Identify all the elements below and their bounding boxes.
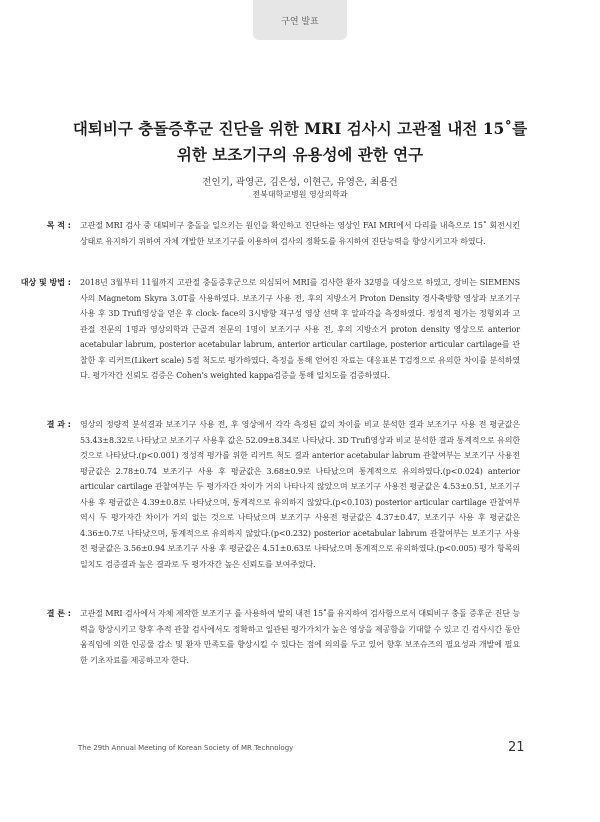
section-results — [46, 417, 520, 572]
section-results-text: 영상의 정량적 분석결과 보조기구 사용 전, 후 영상에서 각각 측정된 값의 차이를 비교 분석한 결과 보조기구 사용 전 평균값은 53.43±8.32로 나타났고 보조기구 사용후 값은 52.09±8.34로 나타났다. 3D Trufi영상과 비교 분석한 결과 통계적으로 유의한 것으로 나타났다.(p<0.001) 정성적 평가를 위한 리커트 척도 결과 anterior acetabular labrum 관찰여부는 보조기구 사용전 평균값은 2.78±0.74 보조기구 사용 후 평균값은 3.68±0.9로 나타났으며 통계적으로 유의하였다.(p<0.024) anterior articular cartilage 관찰여부는 두 평가자간 차이가 거의 나타나지 않았으며 보조기구 사용전 평균값은 4.53±0.51, 보조기구 사용 후 평균값은 4.39±0.8로 나타났으며, 통계적으로 유의하지 않았다.(p<0.103) posterior articular cartilage 관찰여부 역시 두 평가자간 차이가 거의 없는 것으로 나타났으며 보조기구 사용전 평균값은 4.37±0.47, 보조기구 사용 후 평균값은 4.36±0.7로 나타났으며, 통계적으로 유의하지 않았다.(p<0.232) posterior acetabular labrum 관찰여부는 보조기구 사용전 평균값은 3.56±0.94 보조기구 사용 후 평균값은 4.51±0.63로 나타났으며 통계적으로 유의하였다.(p<0.005) 평가 항목의 일치도 검증결과 높은 결과로 두 평가자간 높은 신뢰도를 보여주었다. — [80, 420, 520, 569]
section-methods — [20, 275, 520, 384]
header-tab-label: 구연 발표 — [281, 16, 319, 27]
section-methods-text: 2018년 3월부터 11월까지 고관절 충돌증후군으로 의심되어 MRI를 검사한 환자 32명을 대상으로 하였고, 장비는 SIEMENS사의 Magnetom Skyra 3.0T를 사용하였다. 보조기구 사용 전, 후의 지방소거 Proton Density 경사축방향 영상과 보조기구 사용 후 3D Trufi영상을 얻은 후 clock- face의 3시방향 재구성 영상 선택 후 알파각을 측정하였다. 정성적 평가는 정형외과 고관절 전문의 1명과 영상의학과 근골격 전문의 1명이 보조기구 사용 전, 후의 지방소거 proton density 영상으로 anterior acetabular labrum, posterior acetabular labrum, anterior articular cartilage, posterior articular cartilage를 관찰한 후 리커트(Likert scale) 5점 척도로 평가하였다. 측정을 통해 얻어진 자료는 대응표본 T검정으로 유의한 차이를 분석하였다. 평가자간 신뢰도 검증은 Cohen's weighted kappa검증을 통해 일치도를 검증하였다. — [80, 278, 520, 380]
paper-title-line-2: 위한 보조기구의 유용성에 관한 연구 — [176, 145, 424, 164]
author-list: 전인기, 곽영곤, 김은성, 이현근, 유영은, 최용건 — [202, 177, 398, 188]
section-methods-label: 대상 및 방법 : — [20, 278, 71, 287]
section-purpose — [46, 218, 520, 249]
affiliation: 전북대학교병원 영상의학과 — [252, 190, 348, 199]
page-number: 21 — [508, 740, 525, 755]
footer-meeting-name: The 29th Annual Meeting of Korean Society of MR Technology — [78, 744, 294, 752]
section-conclusion-text: 고관절 MRI 검사에서 자체 제작한 보조기구 를 사용하여 발의 내전 15˚를 유지하여 검사함으로서 대퇴비구 충돌 증후군 진단 능력을 향상시키고 향후 추적 관찰 검사에서도 정확하고 일관된 평가가치가 높은 영상을 제공함을 기대할 수 있고 긴 검사시간 동안 움직임에 의한 인공물 감소 및 환자 만족도를 향상시킬 수 있다는 점에 의의를 두고 있어 향후 보조슈즈의 필요성과 개발에 필요한 기초자료를 제공하고자 한다. — [80, 609, 520, 665]
section-purpose-label: 목 적 : — [46, 221, 71, 230]
section-conclusion — [46, 606, 520, 668]
section-results-label: 결 과 : — [46, 420, 71, 429]
section-conclusion-label: 결 론 : — [46, 609, 71, 618]
paper-title-line-1: 대퇴비구 충돌증후군 진단을 위한 MRI 검사시 고관절 내전 15˚를 — [72, 119, 528, 138]
section-purpose-text: 고관절 MRI 검사 중 대퇴비구 충돌을 일으키는 원인을 확인하고 진단하는 영상인 FAI MRI에서 다리를 내측으로 15˚ 회전시킨 상태로 유지하기 위하여 자체 개발한 보조기구를 이용하여 검사의 정확도를 유지하여 진단능력을 향상시키고자 하였다. — [80, 221, 520, 246]
header-tab — [253, 0, 347, 40]
